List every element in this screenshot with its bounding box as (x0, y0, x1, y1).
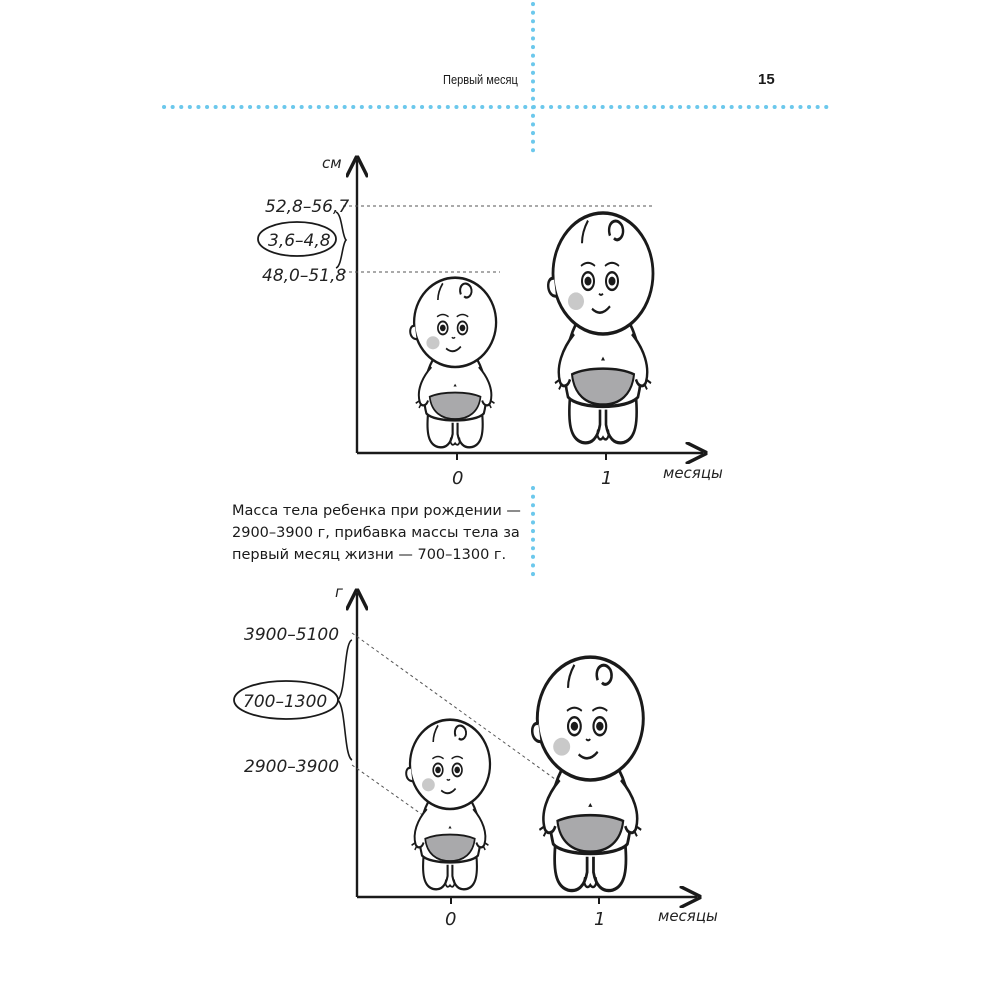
height-y-unit: см (322, 154, 342, 172)
weight-bottom-value: 2900–3900 (244, 757, 340, 777)
baby-one-month-weight-illustration (532, 657, 643, 890)
page-number: 15 (758, 71, 775, 88)
weight-chart (234, 583, 718, 930)
running-header-title: Первый месяц (443, 72, 518, 87)
height-x-tick-0: 0 (452, 468, 464, 489)
baby-one-month-illustration (548, 213, 653, 443)
height-bottom-value: 48,0–51,8 (262, 266, 347, 286)
weight-brace (338, 640, 352, 760)
weight-y-unit: г (335, 583, 343, 601)
caption-line-3: первый месяц жизни — 700–1300 г. (232, 547, 507, 563)
baby-newborn-weight-illustration (406, 720, 490, 890)
weight-x-tick-1: 1 (594, 909, 606, 930)
weight-x-unit: месяцы (658, 907, 718, 925)
height-x-tick-1: 1 (601, 468, 613, 489)
height-brace (336, 212, 346, 268)
weight-gain-value: 700–1300 (243, 692, 328, 712)
height-gain-value: 3,6–4,8 (268, 231, 331, 251)
caption-line-1: Масса тела ребенка при рождении — (232, 503, 521, 519)
height-chart (258, 154, 723, 489)
weight-top-value: 3900–5100 (244, 625, 340, 645)
caption-line-2: 2900–3900 г, прибавка массы тела за (232, 525, 520, 541)
height-x-unit: месяцы (663, 464, 723, 482)
height-top-value: 52,8–56,7 (265, 197, 350, 217)
weight-x-tick-0: 0 (445, 909, 457, 930)
baby-newborn-illustration (410, 278, 496, 448)
